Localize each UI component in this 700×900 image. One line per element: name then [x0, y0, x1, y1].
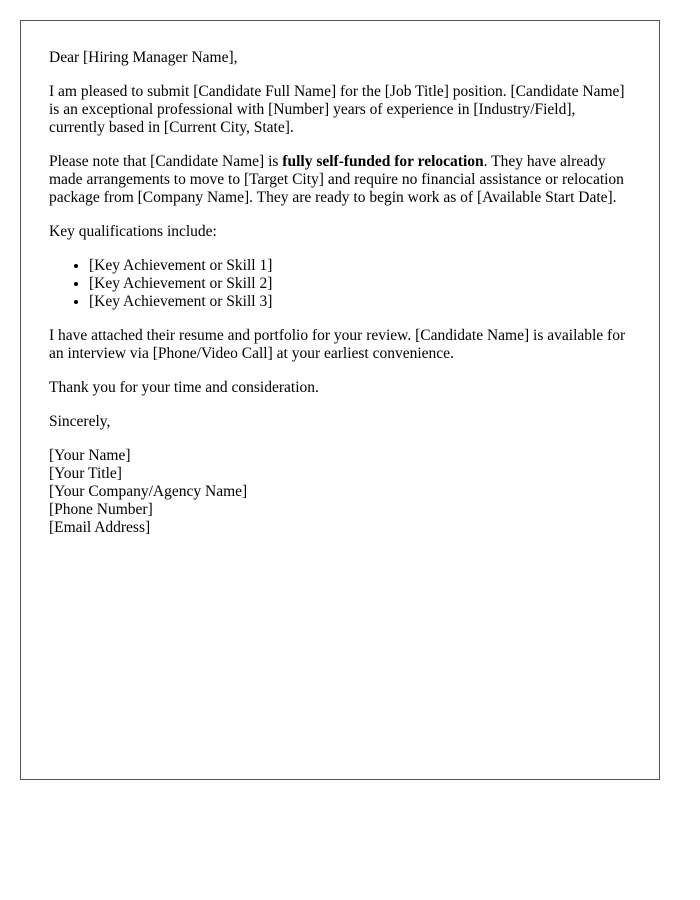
signature-name: [Your Name]	[49, 447, 131, 464]
relocation-text-after: . They have already made arrangements to move to [Target City] and require no financial assistance or relocation package from [Company Name]. They are ready to begin work as of [Available Start Date].	[49, 153, 624, 206]
relocation-bold-text: fully self-funded for relocation	[282, 153, 484, 170]
thanks-paragraph: Thank you for your time and consideration.	[49, 379, 319, 396]
signature-phone: [Phone Number]	[49, 501, 153, 518]
salutation: Dear [Hiring Manager Name],	[49, 49, 238, 66]
qualifications-heading: Key qualifications include:	[49, 223, 217, 240]
signature-title: [Your Title]	[49, 465, 122, 482]
attachment-paragraph: I have attached their resume and portfolio for your review. [Candidate Name] is available for an interview via [Phone/Video Call] at your earliest convenience.	[49, 327, 626, 362]
closing: Sincerely,	[49, 413, 111, 430]
list-item: • [Key Achievement or Skill 3]	[89, 293, 631, 311]
intro-paragraph: I am pleased to submit [Candidate Full Name] for the [Job Title] position. [Candidate Name] is an exceptional professional with [Number] years of experience in [Industry/Field], currently based in [Current City, State].	[49, 83, 625, 136]
signature-company: [Your Company/Agency Name]	[49, 483, 248, 500]
signature-block	[49, 447, 631, 537]
qualifications-list	[49, 257, 631, 311]
letter-page	[20, 20, 660, 780]
relocation-paragraph	[49, 153, 631, 207]
signature-email: [Email Address]	[49, 519, 151, 536]
relocation-text-before: Please note that [Candidate Name] is	[49, 153, 283, 170]
list-item: • [Key Achievement or Skill 2]	[89, 275, 631, 293]
list-item: • [Key Achievement or Skill 1]	[89, 257, 631, 275]
